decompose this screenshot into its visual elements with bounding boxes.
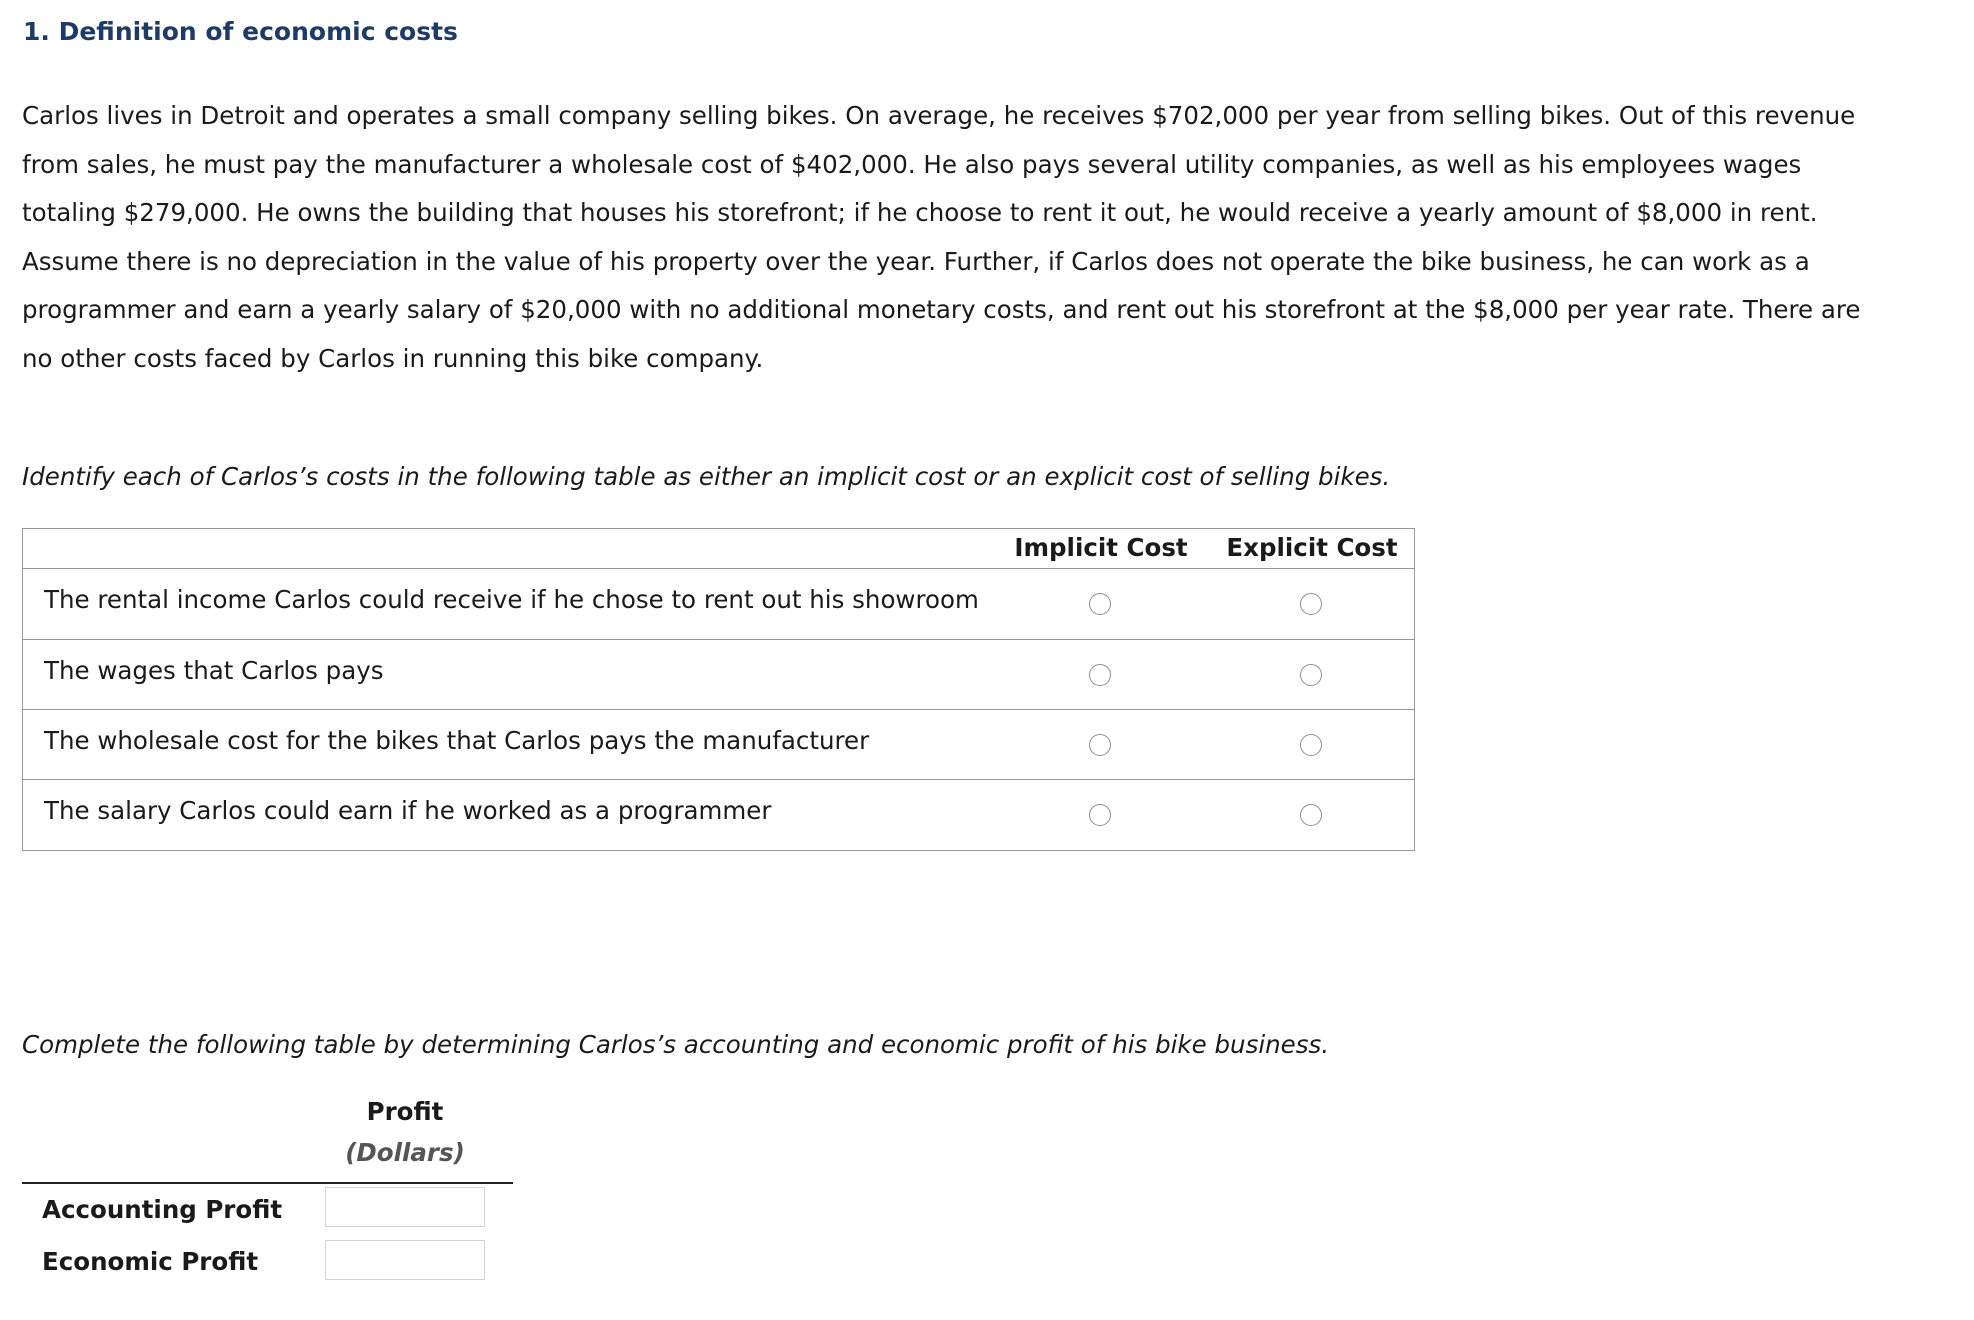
question-title: 1. Definition of economic costs <box>23 17 458 46</box>
table-row <box>23 569 1414 639</box>
cost-table-instruction: Identify each of Carlos’s costs in the following table as either an implicit cost or an explicit cost of selling bikes. <box>22 462 1391 491</box>
economic-profit-label: Economic Profit <box>42 1247 259 1276</box>
implicit-cost-radio[interactable] <box>1089 664 1111 686</box>
cost-row-label: The salary Carlos could earn if he worked as a programmer <box>44 796 772 825</box>
profit-header-label: Profit <box>366 1097 444 1126</box>
profit-table-instruction: Complete the following table by determining Carlos’s accounting and economic profit of his bike business. <box>22 1030 1330 1059</box>
explicit-cost-radio[interactable] <box>1300 593 1322 615</box>
cost-classification-table <box>22 528 1415 851</box>
economic-profit-input[interactable] <box>325 1240 485 1280</box>
explicit-cost-radio[interactable] <box>1300 804 1322 826</box>
cost-row-label: The wages that Carlos pays <box>44 656 384 685</box>
table-row <box>23 779 1414 849</box>
cost-row-label: The rental income Carlos could receive if he chose to rent out his showroom <box>44 585 979 614</box>
explicit-cost-column-header: Explicit Cost <box>1226 533 1398 562</box>
implicit-cost-radio[interactable] <box>1089 804 1111 826</box>
implicit-cost-column-header: Implicit Cost <box>1014 533 1188 562</box>
cost-table-header <box>23 529 1414 569</box>
profit-column-header <box>320 1097 490 1167</box>
profit-table-divider <box>22 1182 513 1184</box>
cost-row-label: The wholesale cost for the bikes that Carlos pays the manufacturer <box>44 726 870 755</box>
implicit-cost-radio[interactable] <box>1089 593 1111 615</box>
implicit-cost-radio[interactable] <box>1089 734 1111 756</box>
table-row <box>23 709 1414 779</box>
profit-header-unit: (Dollars) <box>345 1138 465 1167</box>
explicit-cost-radio[interactable] <box>1300 664 1322 686</box>
accounting-profit-label: Accounting Profit <box>42 1195 283 1224</box>
accounting-profit-input[interactable] <box>325 1187 485 1227</box>
table-row <box>23 639 1414 709</box>
explicit-cost-radio[interactable] <box>1300 734 1322 756</box>
question-intro: Carlos lives in Detroit and operates a small company selling bikes. On average, he receives $702,000 per year from selling bikes. Out of this revenue from sales, he must pay the manufacturer a wholesale cost of $402,000. He also pays several utility companies, as well as his employees wages totaling $279,000. He owns the building that houses his storefront; if he choose to rent it out, he would receive a yearly amount of $8,000 in rent. Assume there is no depreciation in the value of his property over the year. Further, if Carlos does not operate the bike business, he can work as a programmer and earn a yearly salary of $20,000 with no additional monetary costs, and rent out his storefront at the $8,000 per year rate. There are no other costs faced by Carlos in running this bike company. <box>22 101 1861 373</box>
